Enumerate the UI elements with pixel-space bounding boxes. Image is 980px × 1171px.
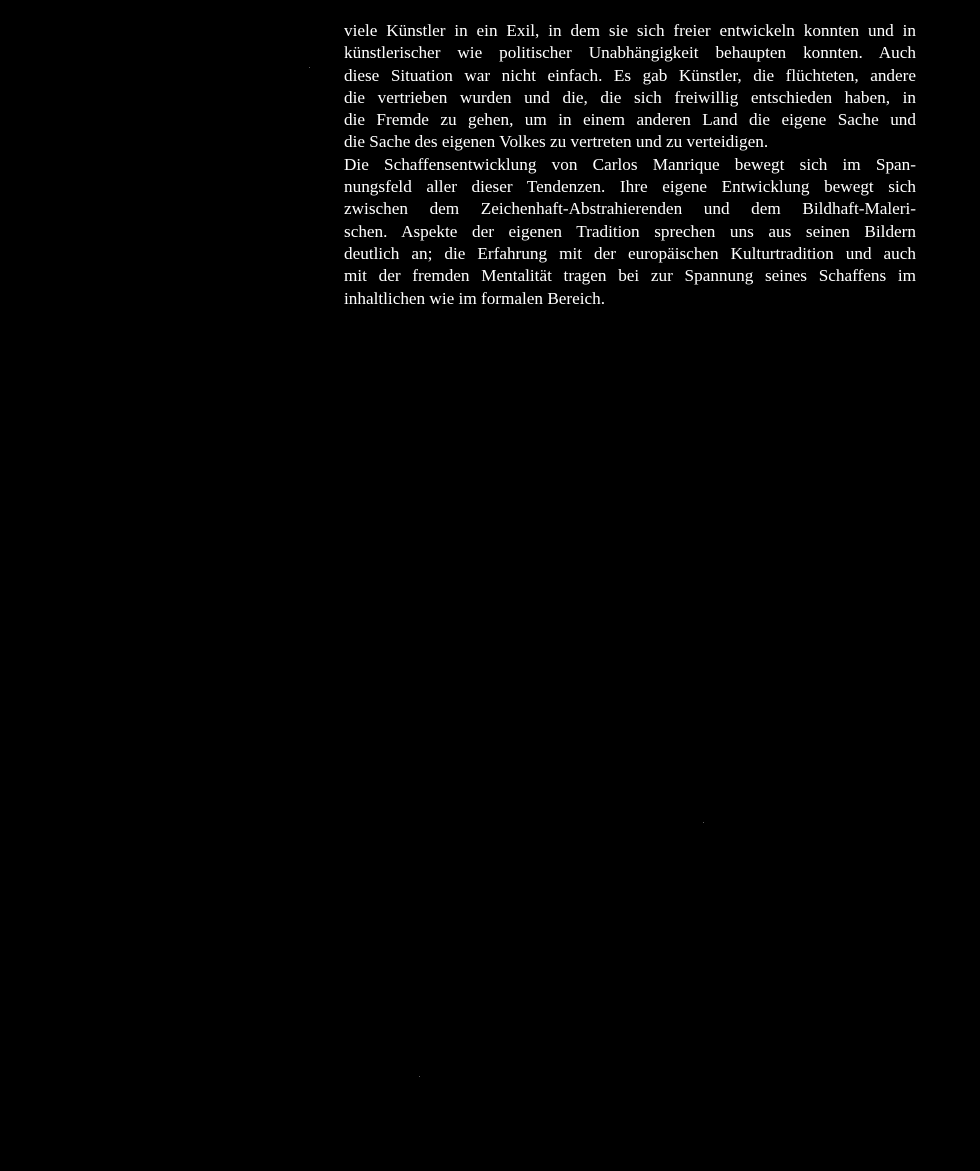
text-line: die vertrieben wurden und die, die sich freiwillig entschieden haben, in <box>344 87 916 107</box>
scan-speck <box>309 67 310 68</box>
scan-speck <box>703 822 704 823</box>
text-line: zwischen dem Zeichenhaft-Abstrahierenden und dem Bildhaft-Maleri- <box>344 199 916 219</box>
text-line: nungsfeld aller dieser Tendenzen. Ihre eigene Entwicklung bewegt sich <box>344 177 916 197</box>
body-text-column <box>344 20 916 310</box>
paragraph-exile <box>344 20 916 154</box>
text-line: Die Schaffensentwicklung von Carlos Manrique bewegt sich im Span- <box>344 154 916 174</box>
text-line: mit der fremden Mentalität tragen bei zur Spannung seines Schaffens im <box>344 266 916 286</box>
scan-speck <box>419 1076 420 1077</box>
text-line: die Fremde zu gehen, um in einem anderen Land die eigene Sache und <box>344 110 916 130</box>
text-line: schen. Aspekte der eigenen Tradition sprechen uns aus seinen Bildern <box>344 221 916 241</box>
text-line: die Sache des eigenen Volkes zu vertreten und zu verteidigen. <box>344 132 769 152</box>
text-line: künstlerischer wie politischer Unabhängigkeit behaupten konnten. Auch <box>344 43 916 63</box>
text-line: viele Künstler in ein Exil, in dem sie sich freier entwickeln konnten und in <box>344 21 916 40</box>
text-line: inhaltlichen wie im formalen Bereich. <box>344 288 606 308</box>
text-line: diese Situation war nicht einfach. Es gab Künstler, die flüchteten, andere <box>344 65 916 85</box>
paragraph-manrique <box>344 154 916 310</box>
text-line: deutlich an; die Erfahrung mit der europäischen Kulturtradition und auch <box>344 243 916 263</box>
